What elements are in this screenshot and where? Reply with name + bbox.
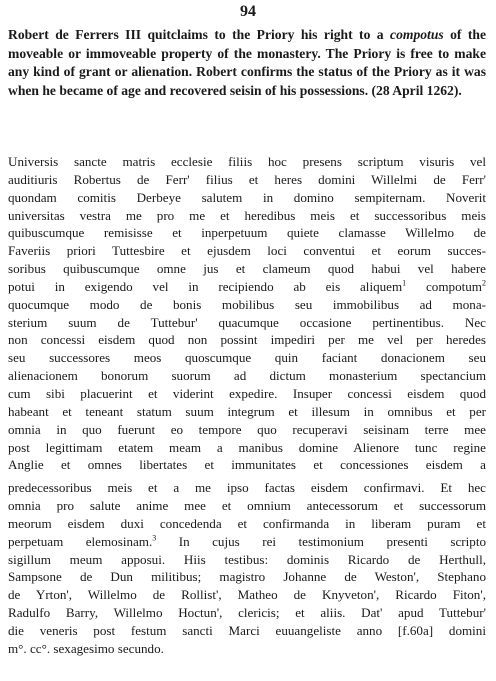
body-line: Sampsone de Dun militibus; magistro Johanne de Weston', Stephano <box>8 569 486 585</box>
body-line: Anglie et omnes libertates et immunitates et concessiones eisdem a <box>8 457 486 473</box>
footnote-mark: 3 <box>152 533 157 543</box>
body-line: soribus quibuscumque omne jus et clameum quod habui vel habere <box>8 261 486 277</box>
footnote-mark: 2 <box>482 278 486 288</box>
body-line: post legittimam etatem meam a manibus domine Alienore tunc regine <box>8 439 486 455</box>
footnote-mark: 1 <box>402 278 407 288</box>
body-line: Universis sancte matris ecclesie filiis hoc presens scriptum visuris vel <box>8 154 486 169</box>
body-line: sterium suum de Tuttebur' quacumque occasione pertinentibus. Nec <box>8 314 486 330</box>
body-line: non concessi eisdem quod non possint impediri per me vel per heredes <box>8 332 486 348</box>
body-line: de Yrton', Willelmo de Rollist', Matheo de Knyveton', Ricardo Fiton', <box>8 587 486 603</box>
body-line: omnia in quo fuerunt eo tempore quo recuperavi seisinam terre mee <box>8 421 486 437</box>
document-summary <box>8 26 486 100</box>
body-line: quibuscumque remisisse et inperpetuum quiete clamasse Willelmo de <box>8 225 486 241</box>
body-line-with-footnote <box>8 533 486 551</box>
summary-text-start: Robert de Ferrers III quitclaims to the Priory his right to a <box>8 27 384 42</box>
summary-italic-term: compotus <box>390 27 444 42</box>
body-line-text: perpetuam elemosinam. <box>8 533 153 549</box>
body-line: auditiuris Robertus de Ferr' filius et heres domini Willelmi de Ferr' <box>8 171 486 187</box>
body-line: cum sibi placuerint et viderint expedire. Insuper concessi eisdem quod <box>8 385 486 401</box>
page-number: 94 <box>240 3 256 20</box>
summary-text-end: of the moveable or immoveable property of the monastery. The Priory is free to make any kind of grant or alienation. Robert confirms the status of the Priory as it was when he became of age and recovered seisin of his possessions. (28 April 1262). <box>8 27 486 98</box>
body-line-text: In cujus rei testimonium presenti scripto <box>156 533 486 549</box>
body-line: die veneris post festum sancti Marci euuangeliste anno [f.60a] domini <box>8 622 486 638</box>
body-line: sigillum meum apposui. Hiis testibus: dominis Ricardo de Herthull, <box>8 551 486 567</box>
body-line: omnia pro salute anime mee et omnium antecessorum et successorum <box>8 498 486 514</box>
body-line-text: potui in exigendo vel in recipiendo ab eis aliquem <box>8 278 403 294</box>
body-line: seu successores meos quoscumque quin faciant donacionem seu <box>8 350 486 366</box>
body-line: universitas vestra me pro me et heredibus meis et successoribus meis <box>8 207 486 223</box>
body-line-text: compotum <box>406 278 482 294</box>
charter-body <box>8 153 486 658</box>
body-line: Faveriis priori Tuttesbire et ejusdem loci conventui et eorum succes- <box>8 243 486 259</box>
body-line: habeant et teneant statum suum integrum et illesum in omnibus et per <box>8 403 486 419</box>
body-line: quocumque modo de bonis mobilibus seu immobilibus ad mona- <box>8 296 486 312</box>
body-line: quondam comitis Derbeye salutem in domino sempiternam. Noverit <box>8 189 486 205</box>
body-line: m°. cc°. sexagesimo secundo. <box>8 640 164 656</box>
body-line-with-footnotes <box>8 278 486 296</box>
body-line: alienacionem bonorum suorum ad dictum monasterium spectancium <box>8 368 486 384</box>
body-line: Radulfo Barry, Willelmo Hoctun', clericis; et aliis. Dat' apud Tuttebur' <box>8 605 486 621</box>
body-line: predecessoribus meis et a me ipso factas eisdem confirmavi. Et hec <box>8 480 486 496</box>
body-line: meorum eisdem duxi concedenda et confirmanda in liberam puram et <box>8 515 486 531</box>
